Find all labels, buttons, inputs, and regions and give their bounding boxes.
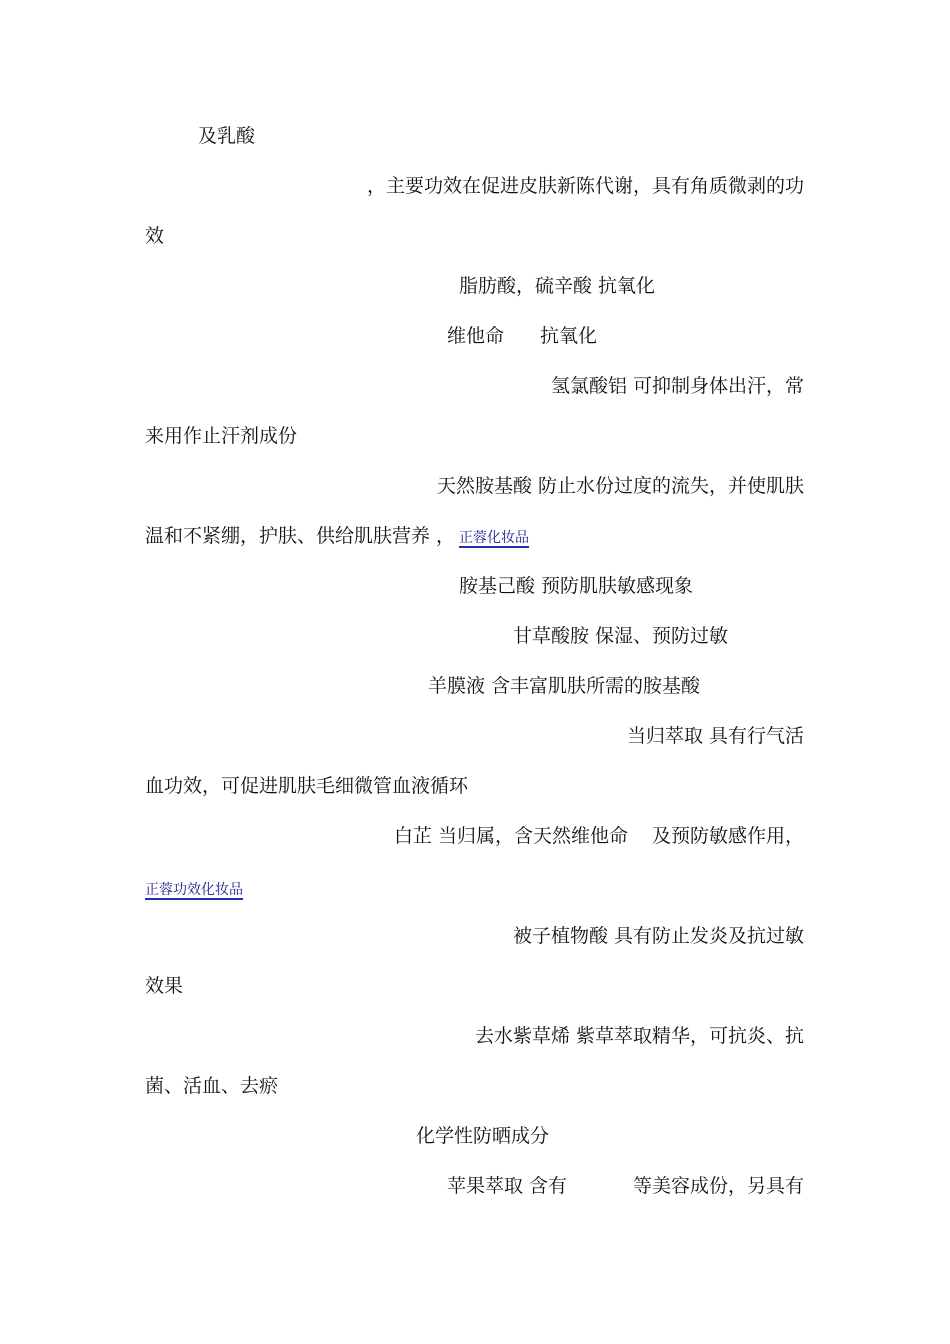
text-segment: 抗氧化 — [540, 325, 598, 347]
text-line: 血功效，可促进肌肤毛细微管血液循环 — [145, 775, 469, 797]
text-line: 脂肪酸，硫辛酸 抗氧化 — [459, 275, 656, 297]
text-line — [447, 323, 597, 349]
text-segment: 等美容成份，另具有 — [632, 1175, 804, 1197]
text-line: 当归萃取 具有行气活 — [626, 725, 804, 747]
text-line: 效 — [145, 225, 165, 247]
text-line: 甘草酸胺 保湿、预防过敏 — [513, 625, 729, 647]
text-line — [394, 823, 804, 849]
product-link[interactable]: 正蓉功效化妆品 — [145, 882, 243, 898]
text-line: 及乳酸 — [198, 125, 256, 147]
product-link[interactable]: 正蓉化妆品 — [459, 530, 530, 546]
text-line: 效果 — [145, 975, 184, 997]
text-line: 被子植物酸 具有防止发炎及抗过敏 — [512, 925, 804, 947]
text-line: 羊膜液 含丰富肌肤所需的胺基酸 — [428, 675, 701, 697]
text-segment: 及预防敏感作用， — [651, 825, 804, 847]
text-line — [145, 523, 529, 551]
text-segment: 白芷 当归属，含天然维他命 — [393, 825, 628, 847]
text-line: ，主要功效在促进皮肤新陈代谢，具有角质微剥的功 — [366, 175, 804, 197]
text-line: 化学性防晒成分 — [416, 1125, 550, 1147]
text-line: 天然胺基酸 防止水份过度的流失，并使肌肤 — [436, 475, 804, 497]
text-segment: 苹果萃取 含有 — [446, 1175, 567, 1197]
text-line — [447, 1173, 804, 1199]
text-segment: 维他命 — [447, 325, 505, 347]
text-line: 胺基己酸 预防肌肤敏感现象 — [459, 575, 694, 597]
text-line: 氢氯酸铝 可抑制身体出汗，常 — [550, 375, 804, 397]
text-line — [145, 875, 243, 903]
text-line: 去水紫草烯 紫草萃取精华，可抗炎、抗 — [474, 1025, 804, 1047]
text-segment: 温和不紧绷，护肤、供给肌肤营养 ， — [145, 525, 456, 547]
text-line: 菌、活血、去瘀 — [145, 1075, 279, 1097]
text-line: 来用作止汗剂成份 — [145, 425, 298, 447]
